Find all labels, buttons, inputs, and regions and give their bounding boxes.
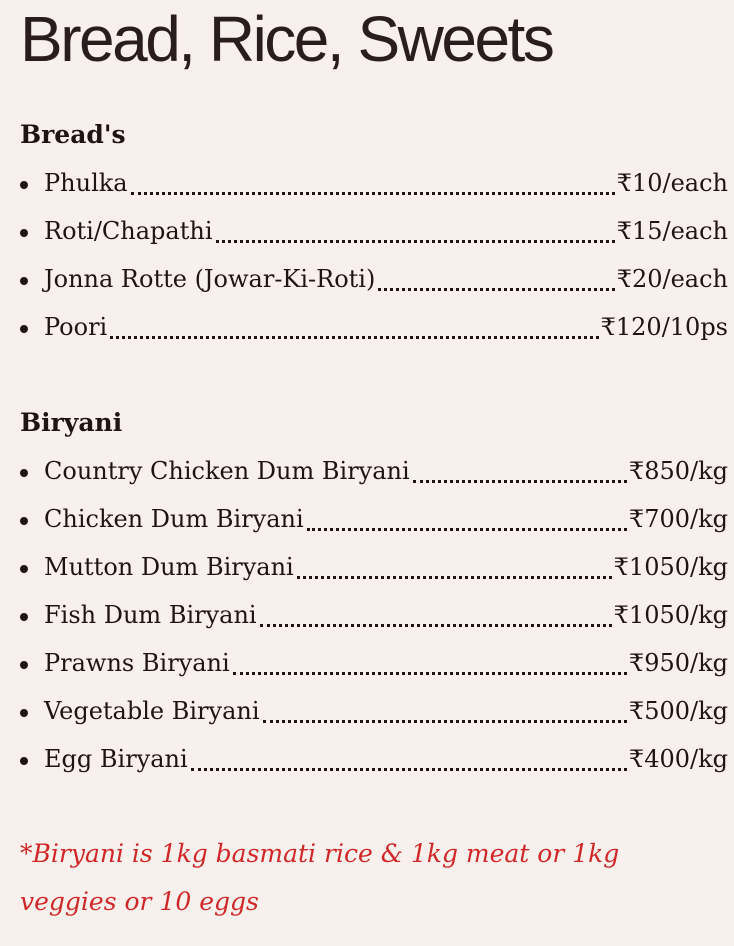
bullet-icon xyxy=(20,181,28,189)
item-name: Mutton Dum Biryani xyxy=(44,553,294,581)
menu-item-prawns-biryani xyxy=(0,639,734,687)
dotted-leader xyxy=(131,192,615,195)
menu-item-chicken-dum-biryani xyxy=(0,495,734,543)
item-name: Egg Biryani xyxy=(44,745,188,773)
item-price: ₹850/kg xyxy=(628,457,728,485)
dotted-leader xyxy=(110,336,598,339)
item-name: Roti/Chapathi xyxy=(44,217,213,245)
menu-item-jonna-rotte xyxy=(0,255,734,303)
item-price: ₹400/kg xyxy=(628,745,728,773)
bullet-icon xyxy=(20,565,28,573)
bullet-icon xyxy=(20,229,28,237)
menu-item-phulka xyxy=(0,159,734,207)
item-price: ₹700/kg xyxy=(628,505,728,533)
section-heading-biryani: Biryani xyxy=(20,408,123,437)
menu-item-country-chicken-dum-biryani xyxy=(0,447,734,495)
item-name: Poori xyxy=(44,313,108,341)
dotted-leader xyxy=(191,768,627,771)
bullet-icon xyxy=(20,661,28,669)
item-price: ₹15/each xyxy=(616,217,728,245)
item-name: Jonna Rotte (Jowar-Ki-Roti) xyxy=(44,265,376,293)
dotted-leader xyxy=(260,624,612,627)
item-price: ₹120/10ps xyxy=(600,313,728,341)
dotted-leader xyxy=(233,672,627,675)
bullet-icon xyxy=(20,757,28,765)
item-name: Phulka xyxy=(44,169,128,197)
bullet-icon xyxy=(20,709,28,717)
menu-item-fish-dum-biryani xyxy=(0,591,734,639)
item-price: ₹1050/kg xyxy=(613,553,728,581)
bullet-icon xyxy=(20,325,28,333)
bullet-icon xyxy=(20,277,28,285)
item-name: Country Chicken Dum Biryani xyxy=(44,457,410,485)
bullet-icon xyxy=(20,517,28,525)
item-price: ₹950/kg xyxy=(628,649,728,677)
item-price: ₹500/kg xyxy=(628,697,728,725)
item-name: Prawns Biryani xyxy=(44,649,230,677)
section-heading-breads: Bread's xyxy=(20,120,126,149)
biryani-footnote: *Biryani is 1kg basmati rice & 1kg meat or 1kg veggies or 10 eggs xyxy=(20,839,620,916)
bullet-icon xyxy=(20,613,28,621)
dotted-leader xyxy=(216,240,615,243)
menu-item-vegetable-biryani xyxy=(0,687,734,735)
menu-item-egg-biryani xyxy=(0,735,734,783)
menu-item-poori xyxy=(0,303,734,351)
menu-item-roti-chapathi xyxy=(0,207,734,255)
dotted-leader xyxy=(307,528,627,531)
item-price: ₹10/each xyxy=(616,169,728,197)
item-price: ₹1050/kg xyxy=(613,601,728,629)
dotted-leader xyxy=(378,288,614,291)
item-price: ₹20/each xyxy=(616,265,728,293)
dotted-leader xyxy=(413,480,627,483)
item-name: Chicken Dum Biryani xyxy=(44,505,304,533)
page-title: Bread, Rice, Sweets xyxy=(20,3,553,75)
biryani-menu-list xyxy=(0,447,734,783)
menu-item-mutton-dum-biryani xyxy=(0,543,734,591)
item-name: Vegetable Biryani xyxy=(44,697,260,725)
dotted-leader xyxy=(297,576,612,579)
bread-menu-list xyxy=(0,159,734,351)
bullet-icon xyxy=(20,469,28,477)
dotted-leader xyxy=(263,720,627,723)
item-name: Fish Dum Biryani xyxy=(44,601,257,629)
